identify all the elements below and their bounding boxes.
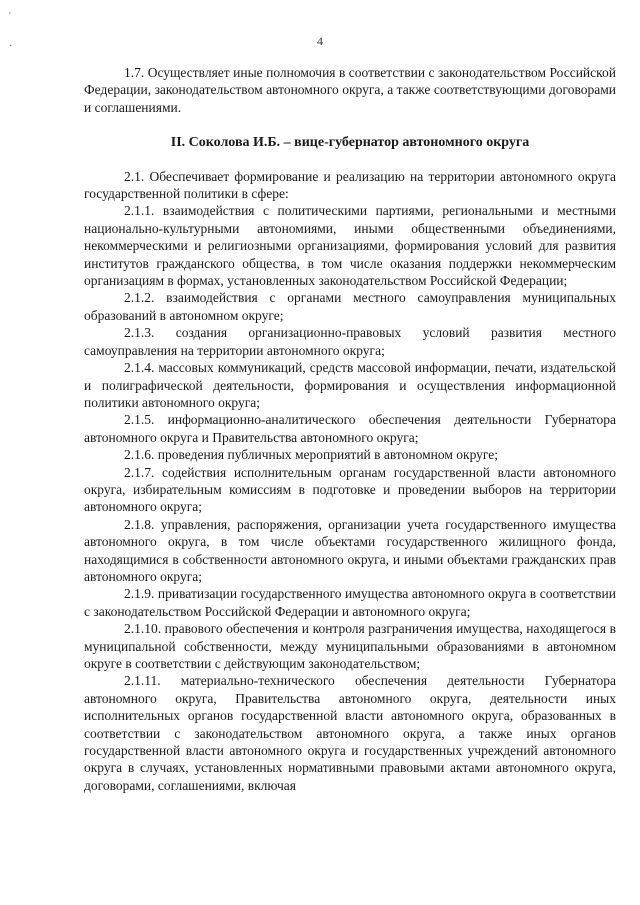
page-number: 4 (317, 34, 323, 48)
section-heading: II. Соколова И.Б. – вице-губернатор автономного округа (170, 135, 530, 151)
paragraph-2-1-1: 2.1.1. взаимодействия с политическими партиями, региональными и местными национально-культурными автономиями, иными общественными объединениями, некоммерческими и религиозными организациями, формирования условий для развития институтов гражданского общества, в том числе оказания поддержки некоммерческим организациям в формах, установленных законодательством Российской Федерации; (84, 203, 616, 289)
paragraph-2-1-8: 2.1.8. управления, распоряжения, организации учета государственного имущества автономного округа, в том числе объектами государственного жилищного фонда, находящимися в собственности автономного округа, и иными объектами гражданских прав автономного округа; (84, 516, 616, 584)
paragraph-2-1: 2.1. Обеспечивает формирование и реализацию на территории автономного округа государственной политики в сфере: (84, 168, 616, 202)
scan-mark-middle: · (9, 41, 13, 52)
paragraph-2-1-5: 2.1.5. информационно-аналитического обеспечения деятельности Губернатора автономного округа и Правительства автономного округа; (84, 412, 616, 445)
scan-mark-top: ' (9, 11, 11, 22)
paragraph-2-1-7: 2.1.7. содействия исполнительным органам государственной власти автономного округа, избирательным комиссиям в подготовке и проведении выборов на территории автономного округа; (84, 464, 616, 515)
paragraph-2-1-9: 2.1.9. приватизации государственного имущества автономного округа в соответствии с законодательством Российской Федерации и автономного округа; (84, 586, 616, 619)
paragraph-2-1-11: 2.1.11. материально-технического обеспечения деятельности Губернатора автономного округа, Правительства автономного округа, деятельности иных исполнительных органов государственной власти автономного округа, образованных в соответствии с законодательством автономного округа, а также иных органов государственной власти автономного округа и государственных учреждений автономного округа в случаях, установленных нормативными правовыми актами автономного округа, договорами, соглашениями, включая (84, 673, 616, 793)
paragraph-2-1-6: 2.1.6. проведения публичных мероприятий в автономном округе; (124, 447, 499, 463)
paragraph-2-1-2: 2.1.2. взаимодействия с органами местного самоуправления муниципальных образований в автономном округе; (84, 290, 616, 323)
paragraph-2-1-3: 2.1.3. создания организационно-правовых условий развития местного самоуправления на территории автономного округа; (84, 325, 616, 358)
document-body (84, 64, 616, 794)
paragraph-2-1-10: 2.1.10. правового обеспечения и контроля разграничения имущества, находящегося в муниципальной собственности, между муниципальными образованиями в автономном округе в соответствии с действующим законодательством; (84, 621, 616, 671)
intro-paragraph: 1.7. Осуществляет иные полномочия в соответствии с законодательством Российской Федерации, законодательством автономного округа, а также соответствующими договорами и соглашениями. (84, 65, 616, 115)
paragraph-2-1-4: 2.1.4. массовых коммуникаций, средств массовой информации, печати, издательской и полиграфической деятельности, формирования и осуществления информационной политики автономного округа; (84, 360, 616, 410)
